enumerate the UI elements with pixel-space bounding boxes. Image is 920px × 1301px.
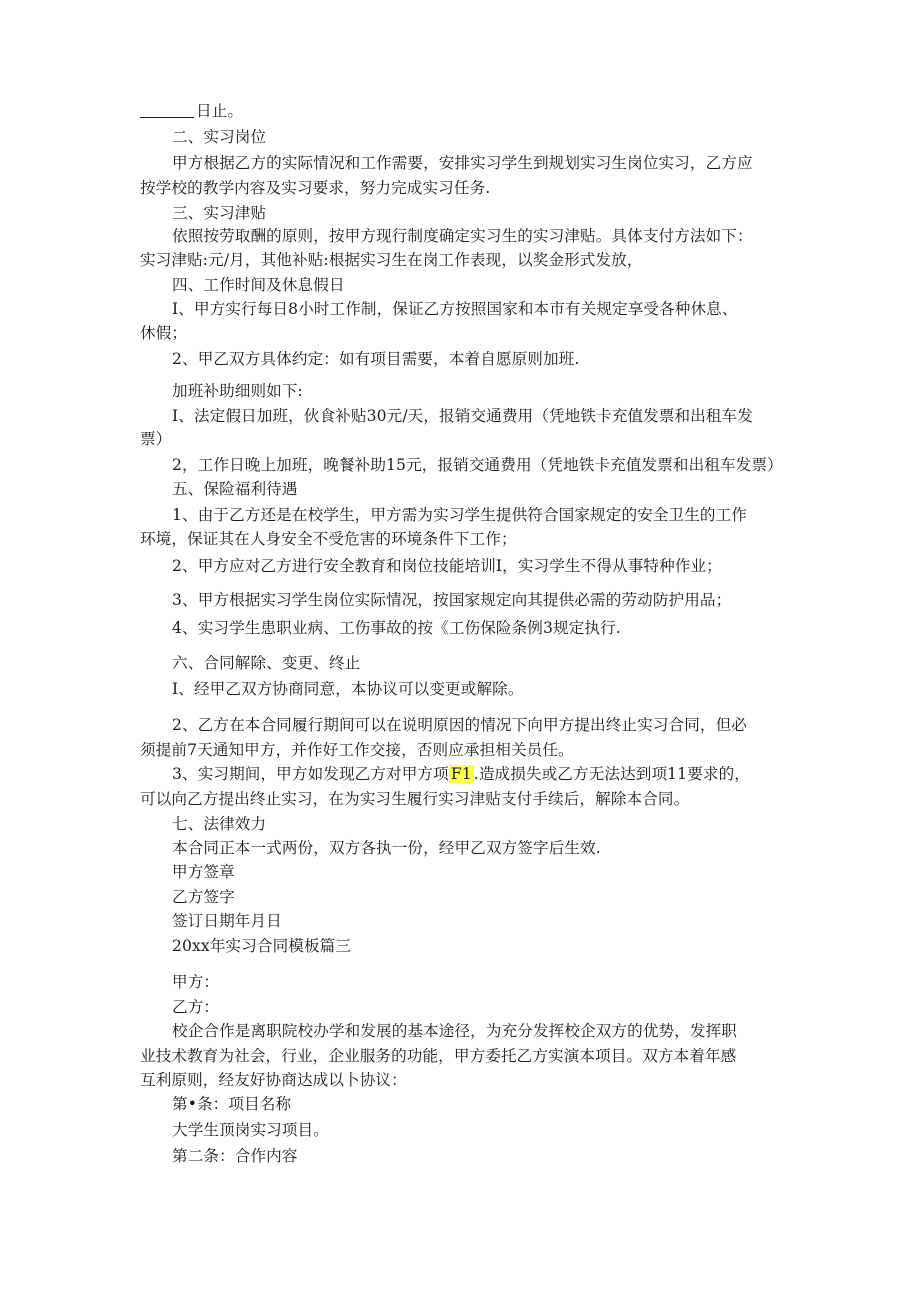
line-text: 日止。 [196, 102, 244, 120]
text-line: 业技术教育为社会，行业，企业服务的功能，甲方委托乙方实演本项目。双方本着年感 [140, 1047, 737, 1065]
section-heading: 三、实习津贴 [172, 204, 267, 222]
text-line [172, 764, 750, 784]
text-line: I、经甲乙双方协商同意，本协议可以变更或解除。 [172, 680, 524, 698]
party-label: 乙方： [172, 998, 220, 1016]
text-line: 2、甲方应对乙方进行安全教育和岗位技能培训I，实习学生不得从事特种作业； [172, 557, 722, 575]
document-subtitle: 20xx年实习合同模板篇三 [172, 937, 352, 955]
section-heading: 二、实习岗位 [172, 128, 267, 146]
text-line: 依照按劳取酬的原则，按甲方现行制度确定实习生的实习津贴。具体支付方法如下： [172, 227, 753, 245]
party-label: 甲方： [172, 973, 220, 991]
text-line: 2、甲乙双方具体约定：如有项目需要，本着自愿原则加班. [172, 350, 580, 368]
signature-label: 乙方签字 [172, 888, 235, 906]
text-line: 按学校的教学内容及实习要求，努力完成实习任务. [140, 179, 491, 197]
text-line: 票） [140, 430, 172, 448]
text-line: 可以向乙方提出终止实习，在为实习生履行实习津贴支付手续后，解除本合同。 [140, 790, 690, 808]
signature-label: 甲方签章 [172, 863, 235, 881]
article-heading: 第二条：合作内容 [172, 1147, 298, 1165]
text-line: 1、由于乙方还是在校学生，甲方需为实习学生提供符合国家规定的安全卫生的工作 [172, 506, 747, 524]
text-line: 甲方根据乙方的实际情况和工作需要，安排实习学生到规划实习生岗位实习，乙方应 [172, 154, 753, 172]
text-line: I、法定假日加班，伙食补贴30元/天，报销交通费用（凭地铁卡充值发票和出租车发 [172, 407, 753, 425]
text-line: 环境，保证其在人身安全不受危害的环境条件下工作； [140, 530, 517, 548]
text-line [140, 101, 243, 121]
text-line: 本合同正本一式两份，双方各执一份，经甲乙双方签字后生效. [172, 839, 601, 857]
line-text: 3、实习期间，甲方如发现乙方对甲方项 [172, 765, 449, 783]
article-heading: 第•条：项目名称 [172, 1095, 292, 1113]
highlighted-text: F1 [450, 765, 472, 783]
fill-in-blank [140, 103, 194, 118]
text-line: 2，工作日晚上加班，晚餐补助15元，报销交通费用（凭地铁卡充值发票和出租车发票） [172, 456, 783, 474]
text-line: 4、实习学生患职业病、工伤事故的按《工伤保险条例3规定执行. [172, 619, 621, 637]
date-label: 签订日期年月日 [172, 912, 282, 930]
text-line: 2、乙方在本合同履行期间可以在说明原因的情况下向甲方提出终止实习合同，但必 [172, 716, 747, 734]
section-heading: 四、工作时间及休息假日 [172, 276, 345, 294]
text-line: 3、甲方根据实习学生岗位实际情况，按国家规定向其提供必需的劳动防护用品； [172, 591, 732, 609]
text-line: 校企合作是离职院校办学和发展的基本途径，为充分发挥校企双方的优势，发挥职 [172, 1022, 737, 1040]
text-line: 休假； [140, 324, 188, 342]
text-line: 大学生顶岗实习项目。 [172, 1121, 329, 1139]
section-heading: 五、保险福利待遇 [172, 480, 298, 498]
text-line: 互利原则，经友好协商达成以卜协议： [140, 1071, 407, 1089]
text-line: I、甲方实行每日8小时工作制，保证乙方按照国家和本市有关规定享受各种休息、 [172, 300, 738, 318]
text-line: 须提前7天通知甲方，并作好工作交接，否则应承担相关员任。 [140, 741, 574, 759]
text-line: 加班补助细则如下: [172, 382, 303, 400]
line-text: .造成损失或乙方无法达到项11要求的， [473, 765, 750, 783]
text-line: 实习津贴:元/月，其他补贴:根据实习生在岗工作表现，以奖金形式发放， [140, 251, 643, 269]
section-heading: 六、合同解除、变更、终止 [172, 654, 361, 672]
section-heading: 七、法律效力 [172, 815, 267, 833]
